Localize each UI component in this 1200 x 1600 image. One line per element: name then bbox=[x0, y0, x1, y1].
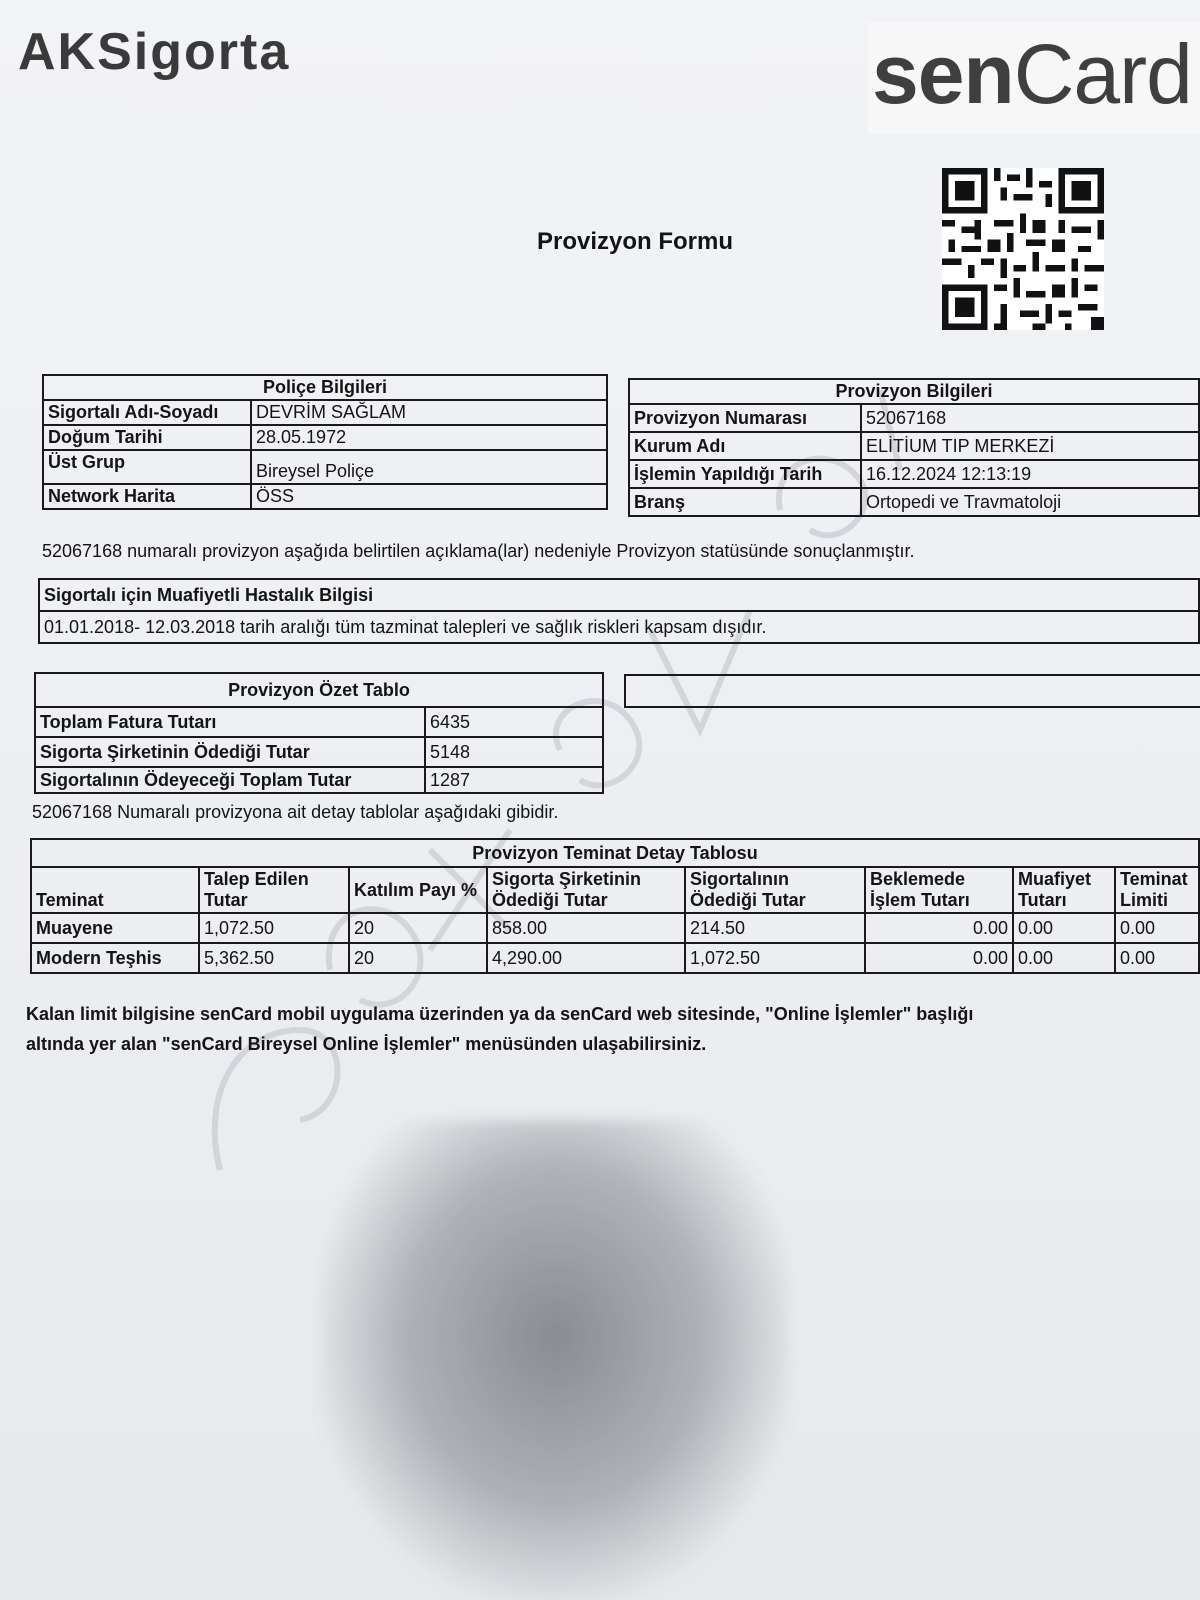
detay-table-title: Provizyon Teminat Detay Tablosu bbox=[31, 839, 1199, 867]
table-cell: 0.00 bbox=[1115, 943, 1199, 973]
table-cell: 20 bbox=[349, 943, 487, 973]
table-row bbox=[43, 484, 607, 509]
column-header: Teminat Limiti bbox=[1115, 867, 1199, 913]
table-row bbox=[629, 488, 1199, 516]
provizyon-value: ELİTİUM TIP MERKEZİ bbox=[861, 432, 1199, 460]
ozet-value: 1287 bbox=[425, 767, 603, 793]
ozet-value: 6435 bbox=[425, 707, 603, 737]
table-row bbox=[629, 432, 1199, 460]
status-text: 52067168 numaralı provizyon aşağıda belirtilen açıklama(lar) nedeniyle Provizyon statüsünde sonuçlanmıştır. bbox=[42, 541, 915, 561]
ozet-table-title: Provizyon Özet Tablo bbox=[35, 673, 603, 707]
table-row bbox=[629, 460, 1199, 488]
table-header-row bbox=[31, 867, 1199, 913]
provizyon-value: 52067168 bbox=[861, 404, 1199, 432]
ozet-value: 5148 bbox=[425, 737, 603, 767]
ozet-table bbox=[34, 672, 604, 794]
table-row bbox=[35, 737, 603, 767]
empty-box bbox=[624, 674, 1200, 708]
table-cell: 0.00 bbox=[1013, 943, 1115, 973]
column-header: Sigortalının Ödediği Tutar bbox=[685, 867, 865, 913]
table-row bbox=[31, 943, 1199, 973]
sencard-logo-sen: sen bbox=[872, 27, 1014, 121]
table-cell: 858.00 bbox=[487, 913, 685, 943]
table-row bbox=[629, 404, 1199, 432]
table-row bbox=[35, 707, 603, 737]
ozet-label: Toplam Fatura Tutarı bbox=[35, 707, 425, 737]
table-cell: 0.00 bbox=[1013, 913, 1115, 943]
column-header: Muafiyet Tutarı bbox=[1013, 867, 1115, 913]
muafiyet-text: 01.01.2018- 12.03.2018 tarih aralığı tüm tazminat talepleri ve sağlık riskleri kapsam dışıdır. bbox=[39, 611, 1199, 643]
provizyon-label: Provizyon Numarası bbox=[629, 404, 861, 432]
footer-line-1: Kalan limit bilgisine senCard mobil uygulama üzerinden ya da senCard web sitesinde, "Online İşlemler" başlığı bbox=[26, 1004, 974, 1024]
muafiyet-title: Sigortalı için Muafiyetli Hastalık Bilgisi bbox=[39, 579, 1199, 611]
column-header: Teminat bbox=[31, 867, 199, 913]
provizyon-info-table bbox=[628, 378, 1200, 517]
ozet-label: Sigorta Şirketinin Ödediği Tutar bbox=[35, 737, 425, 767]
police-label: Doğum Tarihi bbox=[43, 425, 251, 450]
column-header: Beklemede İşlem Tutarı bbox=[865, 867, 1013, 913]
sencard-logo-card: Card bbox=[1013, 27, 1192, 121]
table-row bbox=[43, 450, 607, 484]
qr-code-icon bbox=[942, 168, 1104, 330]
table-cell: 4,290.00 bbox=[487, 943, 685, 973]
provizyon-value: Ortopedi ve Travmatoloji bbox=[861, 488, 1199, 516]
table-row bbox=[43, 400, 607, 425]
table-row bbox=[43, 425, 607, 450]
page-title: Provizyon Formu bbox=[536, 228, 734, 255]
provizyon-label: Kurum Adı bbox=[629, 432, 861, 460]
table-cell: Muayene bbox=[31, 913, 199, 943]
aksigorta-logo: AKSigorta bbox=[18, 23, 291, 81]
provizyon-label: Branş bbox=[629, 488, 861, 516]
column-header: Katılım Payı % bbox=[349, 867, 487, 913]
police-value: ÖSS bbox=[251, 484, 607, 509]
police-value: 28.05.1972 bbox=[251, 425, 607, 450]
table-cell: 5,362.50 bbox=[199, 943, 349, 973]
table-cell: 1,072.50 bbox=[199, 913, 349, 943]
provizyon-table-title: Provizyon Bilgileri bbox=[629, 379, 1199, 404]
table-cell: 0.00 bbox=[865, 943, 1013, 973]
police-value: DEVRİM SAĞLAM bbox=[251, 400, 607, 425]
table-cell: 1,072.50 bbox=[685, 943, 865, 973]
table-cell: Modern Teşhis bbox=[31, 943, 199, 973]
police-value: Bireysel Poliçe bbox=[251, 450, 607, 484]
table-cell: 20 bbox=[349, 913, 487, 943]
table-row bbox=[31, 913, 1199, 943]
ozet-label: Sigortalının Ödeyeceği Toplam Tutar bbox=[35, 767, 425, 793]
detail-intro-text: 52067168 Numaralı provizyona ait detay tablolar aşağıdaki gibidir. bbox=[32, 802, 559, 822]
muafiyet-table bbox=[38, 578, 1200, 644]
police-info-table bbox=[42, 374, 608, 510]
police-table-title: Poliçe Bilgileri bbox=[43, 375, 607, 400]
table-cell: 214.50 bbox=[685, 913, 865, 943]
table-row bbox=[35, 767, 603, 793]
footer-line-2: altında yer alan "senCard Bireysel Online İşlemler" menüsünden ulaşabilirsiniz. bbox=[26, 1034, 707, 1054]
sencard-logo bbox=[872, 26, 1192, 123]
teminat-detay-table bbox=[30, 838, 1200, 974]
police-label: Sigortalı Adı-Soyadı bbox=[43, 400, 251, 425]
police-label: Üst Grup bbox=[43, 450, 251, 484]
provizyon-value: 16.12.2024 12:13:19 bbox=[861, 460, 1199, 488]
police-label: Network Harita bbox=[43, 484, 251, 509]
column-header: Talep Edilen Tutar bbox=[199, 867, 349, 913]
table-cell: 0.00 bbox=[1115, 913, 1199, 943]
column-header: Sigorta Şirketinin Ödediği Tutar bbox=[487, 867, 685, 913]
table-cell: 0.00 bbox=[865, 913, 1013, 943]
provizyon-label: İşlemin Yapıldığı Tarih bbox=[629, 460, 861, 488]
